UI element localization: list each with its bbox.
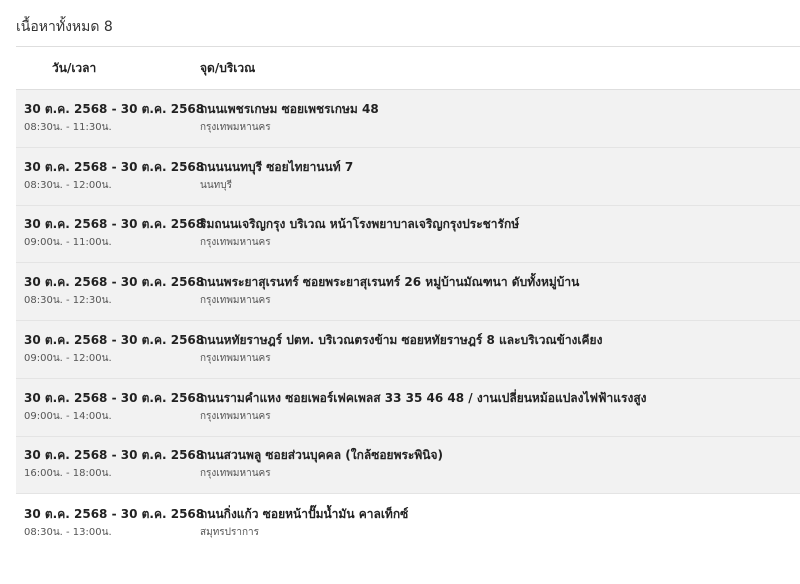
table-row	[16, 494, 800, 552]
date-range: 30 ต.ค. 2568 - 30 ต.ค. 2568	[24, 332, 205, 347]
date-cell	[16, 273, 205, 310]
location-name: ถนนกิ่งแก้ว ซอยหน้าปั๊มน้ำมัน คาลเท็กซ์	[200, 506, 409, 521]
table-row	[16, 206, 800, 264]
location-cell	[200, 158, 800, 195]
location-area: กรุงเทพมหานคร	[200, 468, 271, 480]
date-range: 30 ต.ค. 2568 - 30 ต.ค. 2568	[24, 448, 205, 463]
table-row	[16, 263, 800, 321]
date-cell	[16, 389, 205, 426]
date-cell	[16, 505, 205, 542]
time-range: 08:30น. - 12:00น.	[24, 179, 112, 191]
table-row	[16, 90, 800, 148]
location-name: ถนนรามคำแหง ซอยเพอร์เฟคเพลส 33 35 46 48 / งานเปลี่ยนหม้อแปลงไฟฟ้าแรงสูง	[200, 390, 647, 405]
date-cell	[16, 331, 205, 368]
location-cell	[200, 100, 800, 137]
location-area: กรุงเทพมหานคร	[200, 121, 271, 133]
header-date-time: วัน/เวลา	[52, 60, 97, 75]
location-area: กรุงเทพมหานคร	[200, 237, 271, 249]
location-area: กรุงเทพมหานคร	[200, 295, 271, 307]
date-cell	[16, 446, 205, 483]
date-cell	[16, 100, 205, 137]
date-range: 30 ต.ค. 2568 - 30 ต.ค. 2568	[24, 159, 205, 174]
time-range: 08:30น. - 11:30น.	[24, 121, 112, 133]
location-cell	[200, 215, 800, 252]
table-header	[16, 47, 800, 90]
date-range: 30 ต.ค. 2568 - 30 ต.ค. 2568	[24, 101, 205, 116]
date-range: 30 ต.ค. 2568 - 30 ต.ค. 2568	[24, 390, 205, 405]
location-cell	[200, 505, 800, 542]
date-range: 30 ต.ค. 2568 - 30 ต.ค. 2568	[24, 506, 205, 521]
table-row	[16, 148, 800, 206]
table-row	[16, 437, 800, 495]
location-name: ถนนพระยาสุเรนทร์ ซอยพระยาสุเรนทร์ 26 หมู่บ้านมัณฑนา ดับทั้งหมู่บ้าน	[200, 275, 580, 290]
location-area: กรุงเทพมหานคร	[200, 352, 271, 364]
outage-table	[16, 46, 800, 552]
time-range: 09:00น. - 12:00น.	[24, 352, 112, 364]
time-range: 08:30น. - 13:00น.	[24, 526, 112, 538]
location-cell	[200, 273, 800, 310]
date-cell	[16, 215, 205, 252]
location-area: กรุงเทพมหานคร	[200, 410, 271, 422]
location-name: ถนนนนทบุรี ซอยไทยานนท์ 7	[200, 159, 354, 174]
location-cell	[200, 446, 800, 483]
time-range: 09:00น. - 11:00น.	[24, 237, 112, 249]
location-name: ถนนเพชรเกษม ซอยเพชรเกษม 48	[200, 101, 379, 116]
date-range: 30 ต.ค. 2568 - 30 ต.ค. 2568	[24, 275, 205, 290]
result-count: เนื้อหาทั้งหมด 8	[16, 19, 113, 35]
location-area: สมุทรปราการ	[200, 526, 260, 538]
location-name: ถนนหทัยราษฎร์ ปตท. บริเวณตรงข้าม ซอยหทัยราษฎร์ 8 และบริเวณข้างเคียง	[200, 332, 603, 347]
location-name: ริมถนนเจริญกรุง บริเวณ หน้าโรงพยาบาลเจริญกรุงประชารักษ์	[200, 217, 520, 232]
location-area: นนทบุรี	[200, 179, 232, 191]
header-location: จุด/บริเวณ	[200, 60, 256, 75]
time-range: 08:30น. - 12:30น.	[24, 295, 112, 307]
time-range: 09:00น. - 14:00น.	[24, 410, 112, 422]
time-range: 16:00น. - 18:00น.	[24, 468, 112, 480]
location-name: ถนนสวนพลู ซอยส่วนบุคคล (ใกล้ซอยพระพินิจ)	[200, 448, 444, 463]
location-cell	[200, 389, 800, 426]
table-row	[16, 321, 800, 379]
location-cell	[200, 331, 800, 368]
date-cell	[16, 158, 205, 195]
table-row	[16, 379, 800, 437]
date-range: 30 ต.ค. 2568 - 30 ต.ค. 2568	[24, 217, 205, 232]
